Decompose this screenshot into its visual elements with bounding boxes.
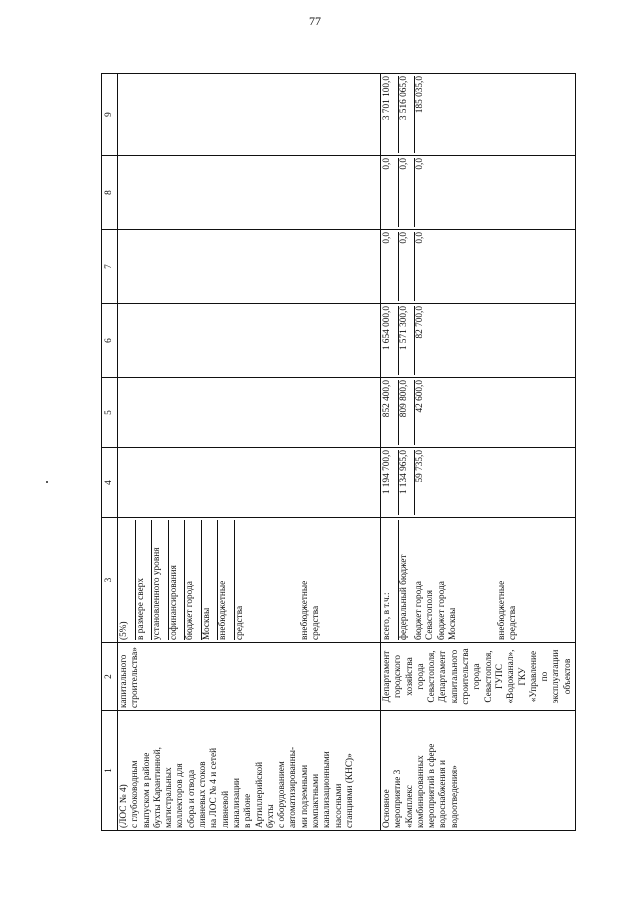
funding-source-line: бюджет города — [185, 520, 202, 640]
value-lines — [382, 306, 431, 375]
funding-source-line: средства — [234, 605, 245, 640]
value: 3 516 065,0 — [399, 76, 416, 153]
funding-source-cell — [381, 518, 576, 643]
column-header: 8 — [102, 156, 118, 230]
executor-text: капитального строительства» — [119, 647, 141, 708]
executor-text: Департамент городского хозяйства города Севастополя, Департамент капитального строительства города Севастополя, ГУПС «Водоканал», ГКУ «Управление по эксплуатации объектов — [382, 648, 573, 705]
funding-source-line: установленного уровня — [152, 520, 169, 640]
column-header: 3 — [102, 518, 118, 643]
funding-source-extra: внебюджетные средства — [300, 580, 322, 640]
column-header: 4 — [102, 448, 118, 518]
page-number: 77 — [309, 14, 321, 28]
column-header: 2 — [102, 643, 118, 711]
value: 1 134 965,0 — [399, 450, 416, 515]
funding-source-lines — [119, 520, 250, 640]
value: 809 800,0 — [399, 380, 416, 445]
measure-description: Основное мероприятие 3 «Комплекс комбинированных мероприятий в сфере водоснабжения и водоотведения» — [382, 743, 460, 828]
value-lines — [382, 158, 431, 227]
value-cell — [381, 378, 576, 448]
value-cell — [381, 304, 576, 378]
value-cell — [118, 74, 381, 156]
value-cell — [118, 156, 381, 230]
column-header: 1 — [102, 711, 118, 831]
value-lines — [382, 450, 431, 515]
value: 0,0 — [399, 158, 416, 227]
value-lines — [382, 380, 431, 445]
measure-description: (ЛОС № 4) с глубоководным выпуском в районе бухты Карантинной, магистральных коллекторов для сбора и отвода ливневых стоков на ЛОС № 4 и сетей ливневой канализации в районе Артиллерийской бухты с оборудованием автоматизированны- ми подземными компактными канализационными насосными станциями (КНС)» — [119, 746, 355, 828]
value: 0,0 — [399, 232, 416, 301]
funding-source-line: в размере сверх — [136, 520, 153, 640]
funding-source-line: внебюджетные — [218, 520, 235, 640]
value: 1 194 700,0 — [382, 450, 399, 515]
scan-speck — [46, 481, 48, 483]
value-cell — [118, 304, 381, 378]
rotated-table-wrapper — [101, 74, 573, 831]
value-cell — [381, 156, 576, 230]
column-header: 7 — [102, 230, 118, 304]
value-lines — [382, 76, 431, 153]
table-row — [381, 74, 576, 831]
value-lines — [382, 232, 431, 301]
value-cell — [118, 378, 381, 448]
measure-description-cell — [118, 711, 381, 831]
value-cell — [118, 448, 381, 518]
funding-source-line: софинансирования — [169, 520, 186, 640]
program-funding-table — [101, 73, 576, 831]
funding-source-line: бюджет города Севастополя — [414, 581, 436, 640]
value: 185 035,0 — [415, 76, 425, 114]
measure-description-cell — [381, 711, 576, 831]
funding-source-line: всего, в т.ч.: — [382, 520, 399, 640]
value: 852 400,0 — [382, 380, 399, 445]
column-header: 5 — [102, 378, 118, 448]
value: 59 735,0 — [415, 450, 425, 483]
value: 82 700,0 — [415, 306, 425, 339]
table-row — [118, 74, 381, 831]
value: 0,0 — [382, 158, 399, 227]
value-cell — [381, 448, 576, 518]
funding-source-line: внебюджетные средства — [497, 580, 519, 640]
value: 42 600,0 — [415, 380, 425, 413]
value-cell — [118, 230, 381, 304]
value: 1 654 000,0 — [382, 306, 399, 375]
executor-cell — [381, 643, 576, 711]
value-cell — [381, 230, 576, 304]
value: 0,0 — [415, 158, 425, 170]
header-row — [102, 74, 118, 831]
funding-source-line: бюджет города Москвы — [436, 581, 458, 640]
funding-source-lines — [382, 520, 414, 640]
funding-source-line: Москвы — [202, 520, 219, 640]
funding-source-line: федеральный бюджет — [398, 554, 409, 640]
value: 0,0 — [415, 232, 425, 244]
executor-cell — [118, 643, 381, 711]
value: 1 571 300,0 — [399, 306, 416, 375]
value: 3 701 100,0 — [382, 76, 399, 153]
funding-source-line: (5%) — [119, 520, 136, 640]
column-header: 9 — [102, 74, 118, 156]
value-cell — [381, 74, 576, 156]
funding-source-cell — [118, 518, 381, 643]
value: 0,0 — [382, 232, 399, 301]
column-header: 6 — [102, 304, 118, 378]
